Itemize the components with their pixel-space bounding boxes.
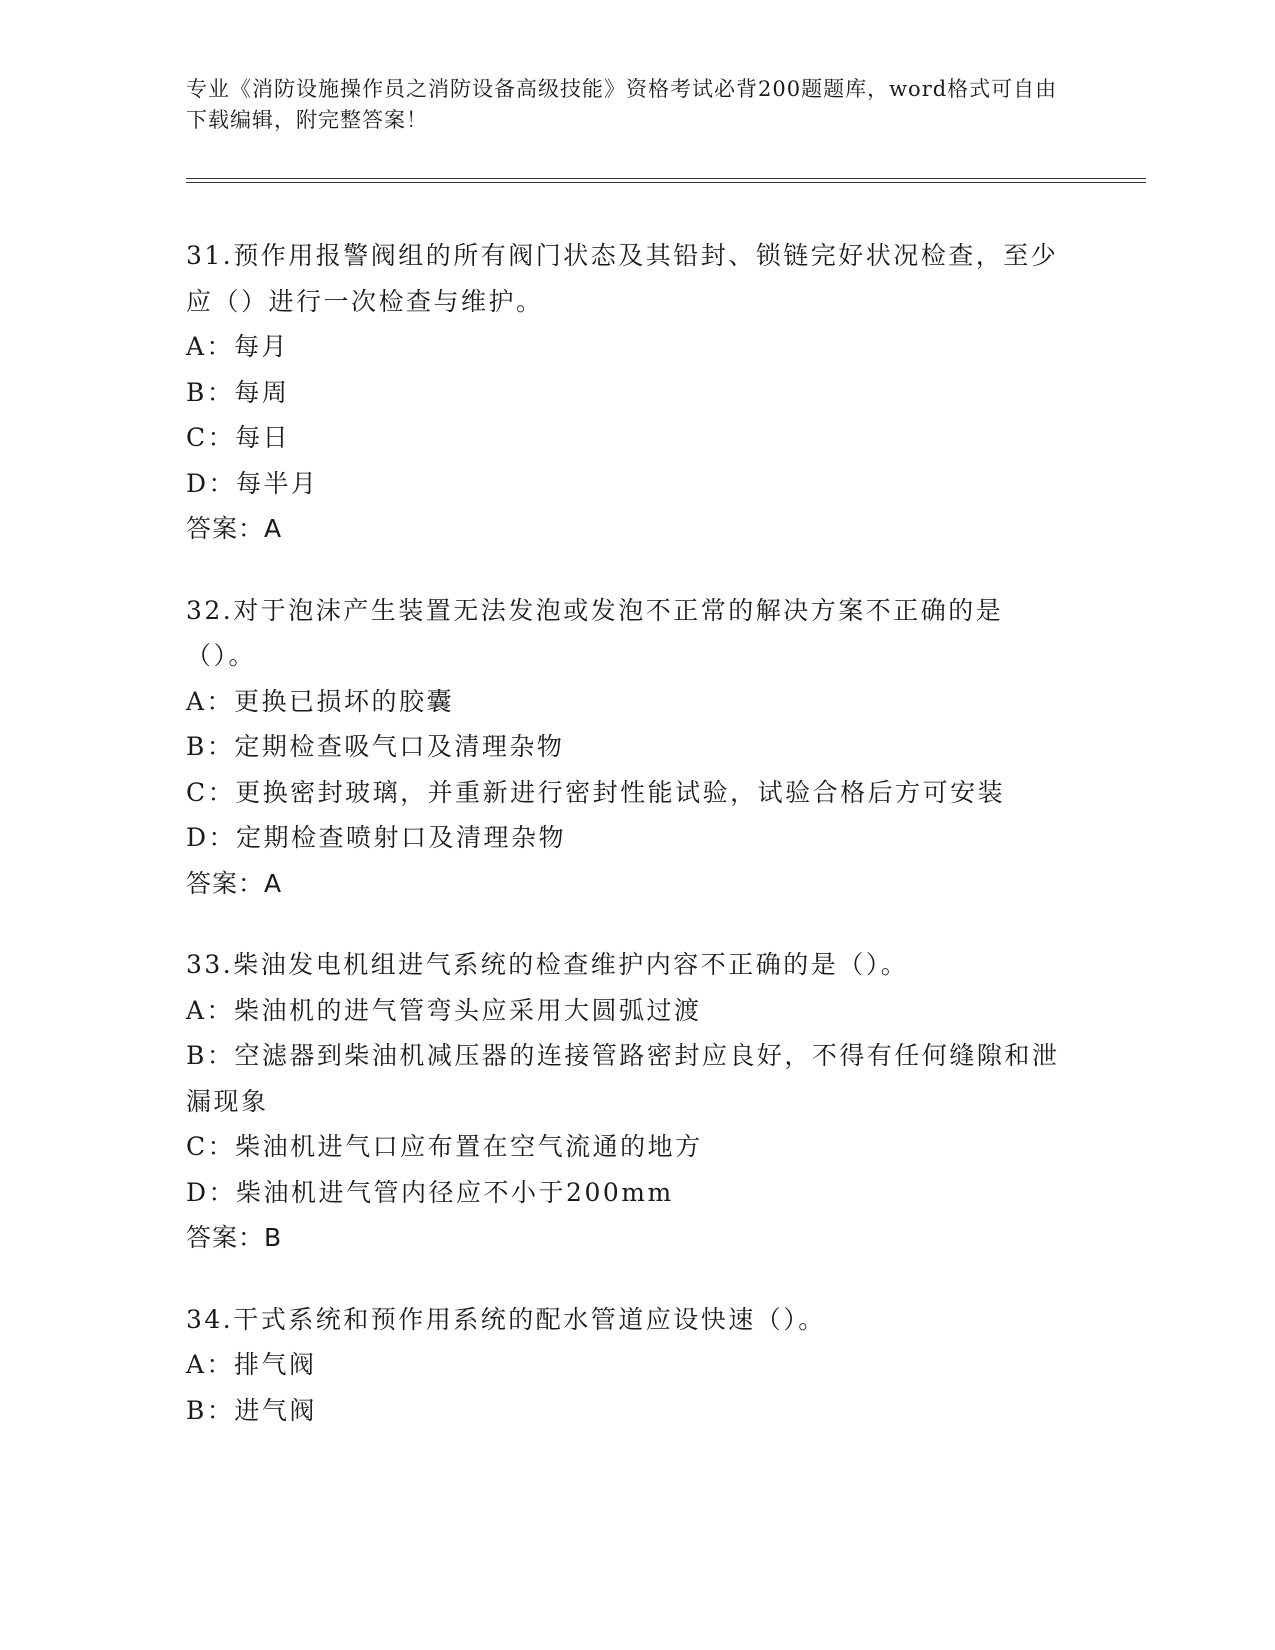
question-stem: 33.柴油发电机组进气系统的检查维护内容不正确的是（）。 xyxy=(186,950,909,979)
answer: 答案：A xyxy=(186,514,283,543)
option-a: A：排气阀 xyxy=(186,1350,317,1379)
header-divider-top xyxy=(186,178,1146,179)
option-b: B：每周 xyxy=(186,377,290,407)
option-b: B：空滤器到柴油机减压器的连接管路密封应良好，不得有任何缝隙和泄漏现象 xyxy=(186,1041,1060,1116)
document-header: 专业《消防设施操作员之消防设备高级技能》资格考试必背200题题库，word格式可自由下载编辑，附完整答案！ xyxy=(186,77,1058,132)
question-stem: 32.对于泡沫产生装置无法发泡或发泡不正常的解决方案不正确的是（）。 xyxy=(186,595,1004,670)
option-c: C：每日 xyxy=(186,423,291,452)
option-d: D：定期检查喷射口及清理杂物 xyxy=(186,823,567,852)
question-33 xyxy=(186,942,1071,1261)
header-divider-bottom xyxy=(186,182,1146,183)
option-c: C：柴油机进气口应布置在空气流通的地方 xyxy=(186,1132,703,1161)
option-a: A：每月 xyxy=(186,332,290,361)
question-stem: 31.预作用报警阀组的所有阀门状态及其铅封、锁链完好状况检查，至少应（）进行一次检查与维护。 xyxy=(186,241,1059,316)
option-b: B：定期检查吸气口及清理杂物 xyxy=(186,732,565,761)
option-d: D：柴油机进气管内径应不小于200mm xyxy=(186,1177,674,1207)
question-stem: 34.干式系统和预作用系统的配水管道应设快速（）。 xyxy=(186,1304,826,1334)
question-31 xyxy=(186,233,1071,552)
answer: 答案：B xyxy=(186,1223,283,1252)
answer: 答案：A xyxy=(186,868,283,898)
option-a: A：更换已损坏的胶囊 xyxy=(186,686,455,716)
option-a: A：柴油机的进气管弯头应采用大圆弧过渡 xyxy=(186,995,702,1025)
option-b: B：进气阀 xyxy=(186,1395,317,1425)
question-34 xyxy=(186,1297,1071,1434)
option-c: C：更换密封玻璃，并重新进行密封性能试验，试验合格后方可安装 xyxy=(186,777,1006,807)
question-32 xyxy=(186,588,1071,907)
question-list xyxy=(186,233,1071,1469)
option-d: D：每半月 xyxy=(186,468,319,498)
